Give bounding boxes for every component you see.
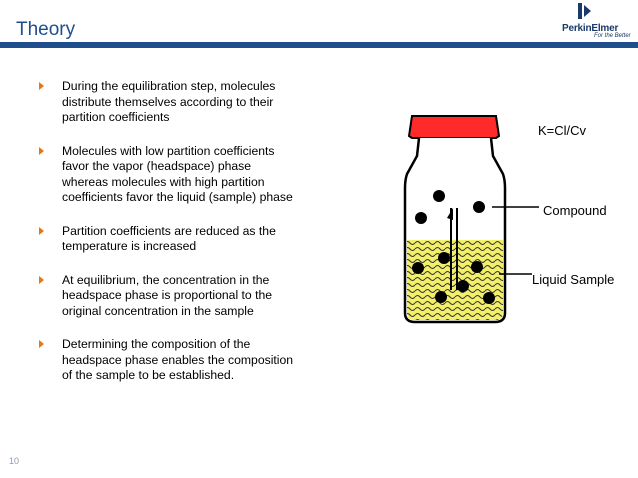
- bullet-arrow-icon: [39, 340, 44, 348]
- bullet-arrow-icon: [39, 147, 44, 155]
- bullet-item: [36, 224, 296, 255]
- bullet-arrow-icon: [39, 82, 44, 90]
- compound-molecule: [415, 212, 427, 224]
- bullet-text: Partition coefficients are reduced as the temperature is increased: [62, 223, 276, 253]
- slide-header: [0, 0, 638, 50]
- bullet-text: Determining the composition of the headspace phase enables the composition of the sample to be established.: [62, 337, 294, 382]
- vial-illustration: [395, 108, 635, 343]
- logo-tagline: For the Better: [594, 33, 631, 39]
- compound-molecule: [438, 252, 450, 264]
- headspace-vial-diagram: [395, 108, 635, 348]
- perkinelmer-logo: [560, 2, 632, 40]
- bullet-arrow-icon: [39, 276, 44, 284]
- compound-molecule: [412, 262, 424, 274]
- bullet-item: [36, 79, 296, 126]
- logo-text: PerkinElmer: [562, 23, 619, 34]
- bullet-text: During the equilibration step, molecules distribute themselves according to their partition coefficients: [62, 79, 276, 124]
- logo-mark-icon: [560, 2, 632, 24]
- bullet-arrow-icon: [39, 227, 44, 235]
- page-number: 10: [9, 456, 20, 466]
- liquid-sample-label: Liquid Sample: [532, 272, 615, 287]
- compound-molecule: [473, 201, 485, 213]
- compound-label: Compound: [543, 203, 607, 218]
- title-underline: [0, 42, 638, 48]
- compound-molecule: [433, 190, 445, 202]
- bullet-item: [36, 144, 296, 206]
- compound-molecule: [483, 292, 495, 304]
- bullet-text: Molecules with low partition coefficients favor the vapor (headspace) phase whereas molecules with high partition coefficients favor the liquid (sample) phase: [62, 143, 293, 204]
- partition-equation: K=Cl/Cv: [538, 123, 587, 138]
- slide-title: Theory: [16, 19, 76, 40]
- compound-molecule: [471, 261, 483, 273]
- vial-cap: [409, 116, 499, 138]
- bullet-item: [36, 337, 296, 384]
- compound-molecule: [435, 291, 447, 303]
- bullet-item: [36, 273, 296, 320]
- bullet-list: [36, 79, 296, 402]
- compound-molecule: [457, 280, 469, 292]
- bullet-text: At equilibrium, the concentration in the headspace phase is proportional to the original concentration in the sample: [62, 272, 273, 318]
